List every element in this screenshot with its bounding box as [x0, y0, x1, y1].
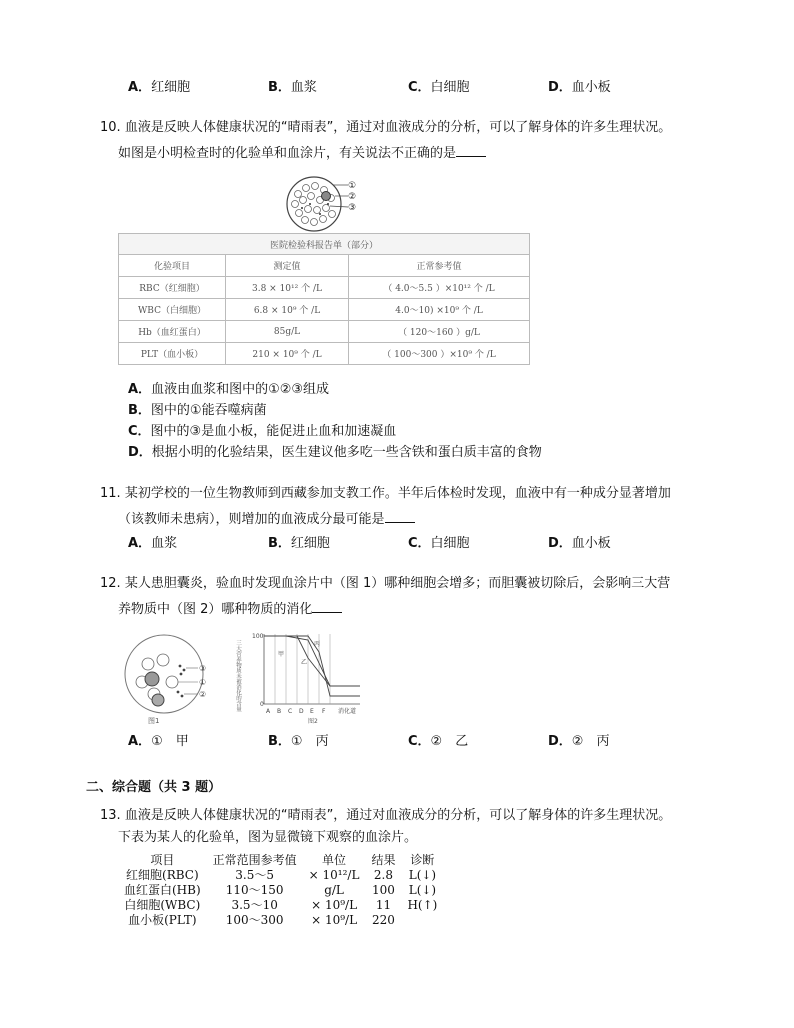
figure-2-digestion-chart — [235, 628, 368, 726]
figure-1-caption: 图1 — [148, 717, 160, 725]
svg-text:③: ③ — [199, 664, 207, 673]
q11-line1: 11. 某初学校的一位生物教师到西藏参加支教工作。半年后体检时发现，血液中有一种成分显著增加 — [100, 486, 671, 501]
smear-label-2: ② — [348, 192, 357, 202]
q12-option-d[interactable]: D．② 丙 — [548, 734, 610, 749]
svg-text:消化道: 消化道 — [338, 708, 357, 715]
table-row: WBC（白细胞） 6.8 × 10⁹ 个 /L 4.0～10) ×10⁹ 个 /L — [119, 299, 530, 321]
table-row: PLT（血小板） 210 × 10⁹ 个 /L （ 100～300 ）×10⁹ 个 /L — [119, 343, 530, 365]
curve-yi — [264, 636, 360, 686]
svg-text:C: C — [288, 708, 293, 715]
q12-line1: 12. 某人患胆囊炎，验血时发现血涂片中（图 1）哪种细胞会增多；而胆囊被切除后，会影响三大营 — [100, 576, 671, 591]
q11-option-c[interactable]: C．白细胞 — [408, 536, 470, 551]
svg-text:E: E — [310, 708, 314, 715]
q12-option-b[interactable]: B．① 丙 — [268, 734, 329, 749]
q10-option-a[interactable]: A．血液由血浆和图中的①②③组成 — [128, 382, 330, 397]
section-title: 二、综合题（共 3 题） — [86, 780, 222, 795]
svg-text:B: B — [277, 708, 282, 715]
table-row: 红细胞(RBC) 3.5～5 × 10¹²/L 2.8 L(↓) — [126, 868, 437, 882]
hospital-report-table: 医院检验科报告单（部分） 化验项目 测定值 正常参考值 RBC（红细胞） 3.8 × 10¹² 个 /L （ 4.0～5.5 ）×10¹² 个 /L WBC（白细胞） 6.8 × 10⁹ 个 /L 4.0～10) ×10⁹ 个 /L Hb（血红蛋白） 85g/L （ 120～160 ）g/L PLT（血小板） 210 × 10⁹ 个 /L （ 100～300 ）×10⁹ 个 /L — [118, 233, 530, 365]
q13-line1: 13. 血液是反映人体健康状况的“晴雨表”，通过对血液成分的分析，可以了解身体的许多生理状况。 — [100, 808, 672, 823]
figure-1-blood-smear — [118, 630, 228, 726]
table-row: 血小板(PLT) 100～300 × 10⁹/L 220 — [128, 913, 395, 927]
q12-line2: 养物质中（图 2）哪种物质的消化 — [118, 600, 342, 620]
svg-text:D: D — [299, 708, 304, 715]
table-row: 白细胞(WBC) 3.5～10 × 10⁹/L 11 H(↑) — [124, 898, 438, 912]
smear-label-3: ③ — [348, 203, 357, 213]
answer-blank[interactable] — [385, 510, 415, 523]
fig2-ylabel: 三大营养物质未被消化的含量 — [235, 640, 241, 712]
blood-smear-figure — [280, 176, 360, 232]
q11-line2: （该教师未患病），则增加的血液成分最可能是 — [118, 510, 415, 530]
q10-line2: 如图是小明检查时的化验单和血涂片，有关说法不正确的是 — [118, 144, 486, 164]
report-title: 医院检验科报告单（部分） — [119, 234, 530, 255]
q9-option-c[interactable]: C．白细胞 — [408, 80, 470, 95]
q10-option-d[interactable]: D．根据小明的化验结果，医生建议他多吃一些含铁和蛋白质丰富的食物 — [128, 445, 542, 460]
q10-option-b[interactable]: B．图中的①能吞噬病菌 — [128, 403, 267, 418]
svg-text:0: 0 — [260, 701, 264, 708]
smear-label-1: ① — [348, 181, 357, 191]
lab-results-table: 项目 正常范围参考值 单位 结果 诊断 红细胞(RBC) 3.5～5 × 10¹²/L 2.8 L(↓) 血红蛋白(HB) 110～150 g/L 100 L(↓) 白细胞(WBC) 3.5～10 × 10⁹/L 11 H(↑) 血小板(PLT) 100～300 × 10⁹/L 220 — [118, 853, 443, 928]
q9-option-a[interactable]: A．红细胞 — [128, 80, 191, 95]
svg-text:①: ① — [199, 678, 207, 687]
q11-option-a[interactable]: A．血浆 — [128, 536, 178, 551]
answer-blank[interactable] — [312, 600, 342, 613]
q11-option-d[interactable]: D．血小板 — [548, 536, 611, 551]
table-row: 血红蛋白(HB) 110～150 g/L 100 L(↓) — [124, 883, 437, 897]
answer-blank[interactable] — [456, 144, 486, 157]
q12-option-c[interactable]: C．② 乙 — [408, 734, 469, 749]
svg-text:100: 100 — [252, 633, 264, 640]
q12-option-a[interactable]: A．① 甲 — [128, 734, 189, 749]
q10-line1: 10. 血液是反映人体健康状况的“晴雨表”，通过对血液成分的分析，可以了解身体的许多生理状况。 — [100, 120, 672, 135]
q9-option-b[interactable]: B．血浆 — [268, 80, 317, 95]
svg-text:F: F — [322, 708, 326, 715]
svg-text:A: A — [266, 708, 271, 715]
white-cell — [152, 694, 164, 706]
svg-text:丙: 丙 — [314, 641, 321, 648]
svg-text:甲: 甲 — [278, 651, 285, 658]
curve-jia — [264, 636, 360, 686]
q10-option-c[interactable]: C．图中的③是血小板，能促进止血和加速凝血 — [128, 424, 397, 439]
curve-bing — [264, 636, 360, 696]
white-cell — [322, 192, 331, 201]
table-row: RBC（红细胞） 3.8 × 10¹² 个 /L （ 4.0～5.5 ）×10¹² 个 /L — [119, 277, 530, 299]
svg-text:②: ② — [199, 690, 207, 699]
q9-option-d[interactable]: D．血小板 — [548, 80, 611, 95]
figure-2-caption: 图2 — [308, 718, 318, 725]
q13-line2: 下表为某人的化验单，图为显微镜下观察的血涂片。 — [118, 830, 418, 845]
white-cell — [145, 672, 159, 686]
q11-option-b[interactable]: B．红细胞 — [268, 536, 330, 551]
svg-text:乙: 乙 — [301, 659, 308, 666]
table-row: Hb（血红蛋白） 85g/L （ 120～160 ）g/L — [119, 321, 530, 343]
